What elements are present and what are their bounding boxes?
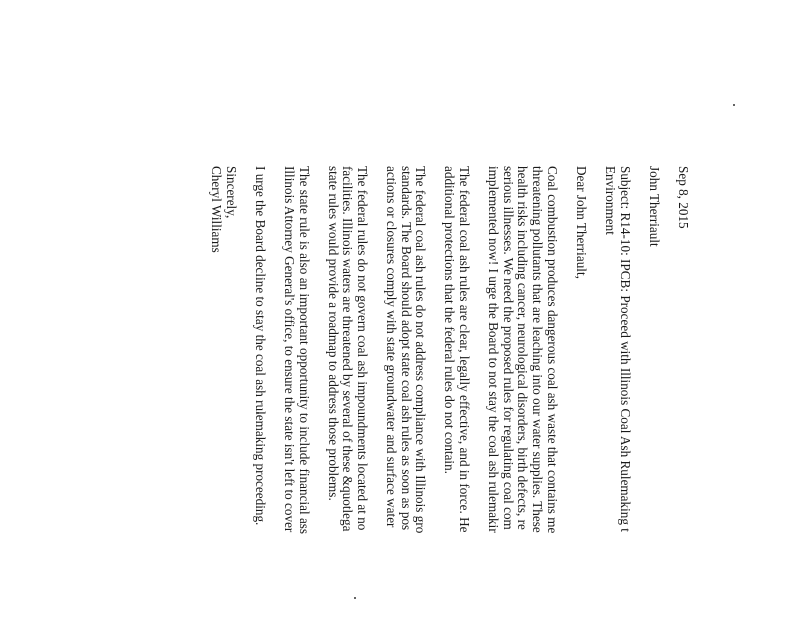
paragraph-line: health risks including cancer, neurological disorders, birth defects, re [515,166,531,530]
paragraph-line: facilities. Illinois waters are threatened by several of these &quotlega [340,166,356,532]
paragraph-line: The federal rules do not govern coal ash impoundments located at no [354,166,370,531]
paragraph-line: actions or closures comply with state groundwater and surface water [384,166,400,528]
letter-recipient: John Therriault [646,166,662,247]
paragraph-line: state rules would provide a roadmap to address those problems. [325,166,341,501]
paragraph-line: Coal combustion produces dangerous coal ash waste that contains me [544,166,560,534]
scan-speck [733,104,735,106]
letter-date: Sep 8, 2015 [676,166,691,229]
letter-signoff: Sincerely, [223,166,239,219]
paragraph-line: Illinois Attorney General's office, to ensure the state isn't left to cover [281,166,297,533]
paragraph-line: The federal coal ash rules do not address compliance with Illinois gro [413,166,429,534]
letter-salutation: Dear John Therriault, [573,166,589,279]
paragraph-line: threatening pollutants that are leaching into our water supplies. These [530,166,546,533]
letter-subject: Subject: R14-10: IPCB: Proceed with Illinois Coal Ash Rulemaking t [617,166,633,532]
paragraph-line: standards. The Board should adopt state coal ash rules as soon as pos [398,166,414,531]
paragraph-line: serious illnesses. We need the proposed rules for regulating coal com [500,166,516,530]
paragraph-line: additional protections that the federal rules do not contain. [442,166,458,474]
letter-subject-cont: Environment [603,166,619,235]
paragraph-line: The state rule is also an important opportunity to include financial ass [296,166,312,535]
paragraph-line: implemented now! I urge the Board to not stay the coal ash rulemakir [486,166,502,533]
paragraph-line: The federal coal ash rules are clear, legally effective, and in force. He [457,166,473,533]
letter-signature: Cheryl Williams [209,166,224,253]
closing-request: I urge the Board decline to stay the coal ash rulemaking proceeding. [252,166,268,526]
letter-body [208,166,690,636]
